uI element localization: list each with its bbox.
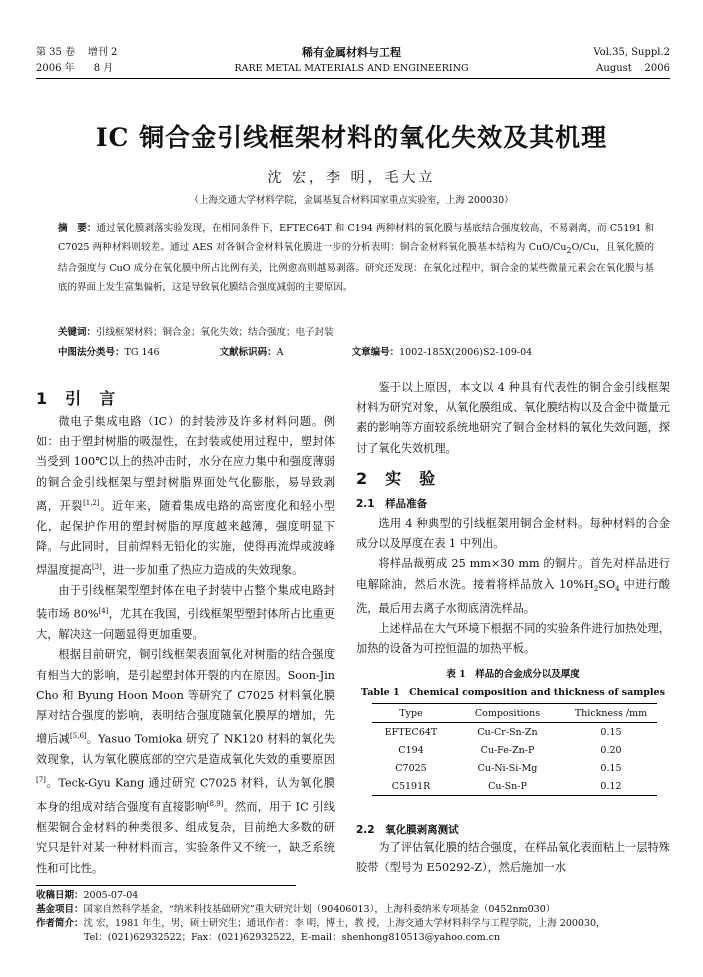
section2-heading: 2 实 验 (356, 469, 437, 488)
table-cell: C7025 (395, 762, 427, 774)
table1 (372, 703, 657, 796)
table-row (372, 759, 657, 777)
right-intro: 鉴于以上原因，本文以 4 种具有代表性的铜合金引线框架材料为研究对象，从氧化膜组成、氧化膜结构以及合金中微量元素的影响等方面较系统地研究了铜合金材料的氧化失效问题，探讨了氧化失效机理。 (356, 381, 670, 455)
section2-2-body: 为了评估氧化膜的结合强度，在样品氧化表面粘上一层特殊胶带（型号为 E50292-Z），然后施加一水 (356, 841, 670, 875)
section1-heading: 1 引 言 (36, 389, 117, 408)
abstract-label: 摘 要： (58, 223, 97, 234)
abstract (58, 220, 654, 297)
table-cell: Cu-Cr-Sn-Zn (477, 726, 538, 738)
affiliation: （上海交通大学材料学院，金属基复合材料国家重点实验室，上海 200030） (189, 195, 514, 206)
footnote-contact: Tel：(021)62932522；Fax：(021)62932522，E-mail：shenhong810513@yahoo.com.cn (84, 932, 501, 943)
header-volume: 第 35 卷 增刊 2 (36, 47, 118, 58)
table-cell: EFTEC64T (384, 726, 438, 738)
header-date-en: August 2006 (596, 63, 670, 74)
abstract-text-b: O/Cu，且氧化膜的结合强度与 CuO 成分在氧化膜中所占比例有关，比例愈高则越易剥落。研究还发现：在氧化过程中，铜合金的某些微量元素会在氧化膜与基底的界面上发生富集偏析，这是导致氧化膜结合强度减弱的主要原因。 (58, 241, 654, 293)
table-row (372, 777, 657, 796)
paper-title: IC 铜合金引线框架材料的氧化失效及其机理 (95, 123, 608, 152)
section2-1-body: 选用 4 种典型的引线框架用铜合金材料。每种材料的合金成分以及厚度在表 1 中列出。 将样品裁剪成 25 mm×30 mm 的铜片。首先对样品进行电解除油，然后水洗。接着将样品放入 $10\%H_2SO_4$ 中进行酸洗，最后用去离子水彻底清洗样品。 上述样品在大气环境下根据不同的实验条件进行加热处理，加热的设备为可控恒温的加热平板。 (356, 517, 670, 656)
table-cell: Cu-Sn-P (450, 777, 565, 796)
table-cell: 0.12 (565, 777, 657, 796)
table-row (372, 741, 657, 759)
abstract-text-a: 通过氧化膜剥落实验发现，在相同条件下，EFTEC64T 和 C194 两种材料的氧化膜与基底结合强度较高，不易剥离，而 C5191 和 C7025 两种材料则较差。通过 AES 对各铜合金材料氧化膜进一步的分析表明：铜合金材料氧化膜基本结构为 CuO/Cu (58, 223, 654, 253)
section1-para3: 根据目前研究，铜引线框架表面氧化对树脂的结合强度有相当大的影响，是引起塑封体开裂的内在原因。Soon-Jin Cho 和 Byung Hoon Moon 等研究了 C7025 材料氧化膜厚对结合强度的影响，表明结合强度随氧化膜厚的增加，先增后减[5,6]。Yasuo Tomioka 研究了 NK120 材料的氧化失效现象，认为氧化膜底部的空穴是造成氧化失效的重要原因[7]。Teck-Gyu Kang 通过研究 C7025 材料，认为氧化膜本身的组成对结合强度有直接影响[8,9]。然而，用于 IC 引线框架铜合金材料的种类很多、组成复杂，目前绝大多数的研究只是针对某一种材料而言，实验条件又不统一，缺乏系统性和可比性。 (36, 648, 335, 875)
footnote-author-bio: 作者简介：沈 宏，1981 年生，男，硕士研究生；通讯作者：李 明，博士，教 授，上海交通大学材料科学与工程学院，上海 200030， (36, 918, 606, 929)
table-header-cell: Thickness /mm (565, 704, 657, 723)
table-cell: 0.15 (600, 726, 622, 738)
journal-title-cn: 稀有金属材料与工程 (302, 46, 401, 59)
header-volume-en: Vol.35, Suppl.2 (593, 47, 670, 58)
footnote-rule (36, 885, 296, 886)
subsection-2-2-heading: 2.2 氧化膜剥离测试 (356, 824, 459, 836)
classification: 中图法分类号：TG 146 文献标识码：A 文章编号：1002-185X(2006)S2-109-04 (58, 347, 533, 358)
header-date-cn: 2006 年 8 月 (36, 63, 114, 74)
section1-para1: 微电子集成电路（IC）的封装涉及许多材料问题。例如：由于塑封树脂的吸湿性，在封装或使用过程中，塑封体当受到 100℃以上的热冲击时，水分在应力集中和强度薄弱的铜合金引线框架与塑封树脂界面处气化膨胀，易导致剥离，开裂[1,2]。近年来，随着集成电路的高密度化和轻小型化，起保护作用的塑封树脂的厚度越来越薄，强度明显下降。与此同时，目前焊料无铅化的实施，使得再流焊或波峰焊温度提高[3]，进一步加重了热应力造成的失效现象。 (36, 415, 335, 577)
table1-caption-en: Table 1 Chemical composition and thickness of samples (361, 687, 665, 698)
subsection-2-1-heading: 2.1 样品准备 (356, 498, 428, 510)
table-cell: Cu-Ni-Si-Mg (477, 762, 538, 774)
table1-caption-cn: 表 1 样品的合金成分以及厚度 (446, 669, 580, 680)
keywords: 关键词：引线框架材料；铜合金；氧化失效；结合强度；电子封装 (58, 327, 334, 338)
table-cell: 0.15 (600, 762, 622, 774)
table-header-cell: Type (372, 704, 450, 723)
header-rule (36, 78, 670, 79)
section1-para2: 由于引线框架型塑封体在电子封装中占整个集成电路封装市场 80%[4]，尤其在我国，引线框架型塑封体所占比重更大，解决这一问题显得更加重要。 (36, 584, 335, 642)
table-cell: C194 (398, 744, 424, 756)
footnote-fund: 基金项目：国家自然科学基金，“纳米科技基础研究”重大研究计划（90406013），上海科委纳米专项基金（0452nm030） (36, 904, 556, 915)
table-header-cell: Compositions (450, 704, 565, 723)
table-cell: 0.20 (600, 744, 622, 756)
table-row (372, 723, 657, 742)
authors: 沈 宏，李 明，毛大立 (267, 170, 436, 186)
table-cell: Cu-Fe-Zn-P (480, 744, 535, 756)
journal-title-en: RARE METAL MATERIALS AND ENGINEERING (234, 63, 469, 74)
left-column (36, 412, 335, 879)
table-cell: C5191R (372, 777, 450, 796)
table-header-row (372, 704, 657, 723)
footnote-received: 收稿日期：2005-07-04 (36, 890, 139, 901)
abstract-subscript: 2 (566, 245, 572, 255)
